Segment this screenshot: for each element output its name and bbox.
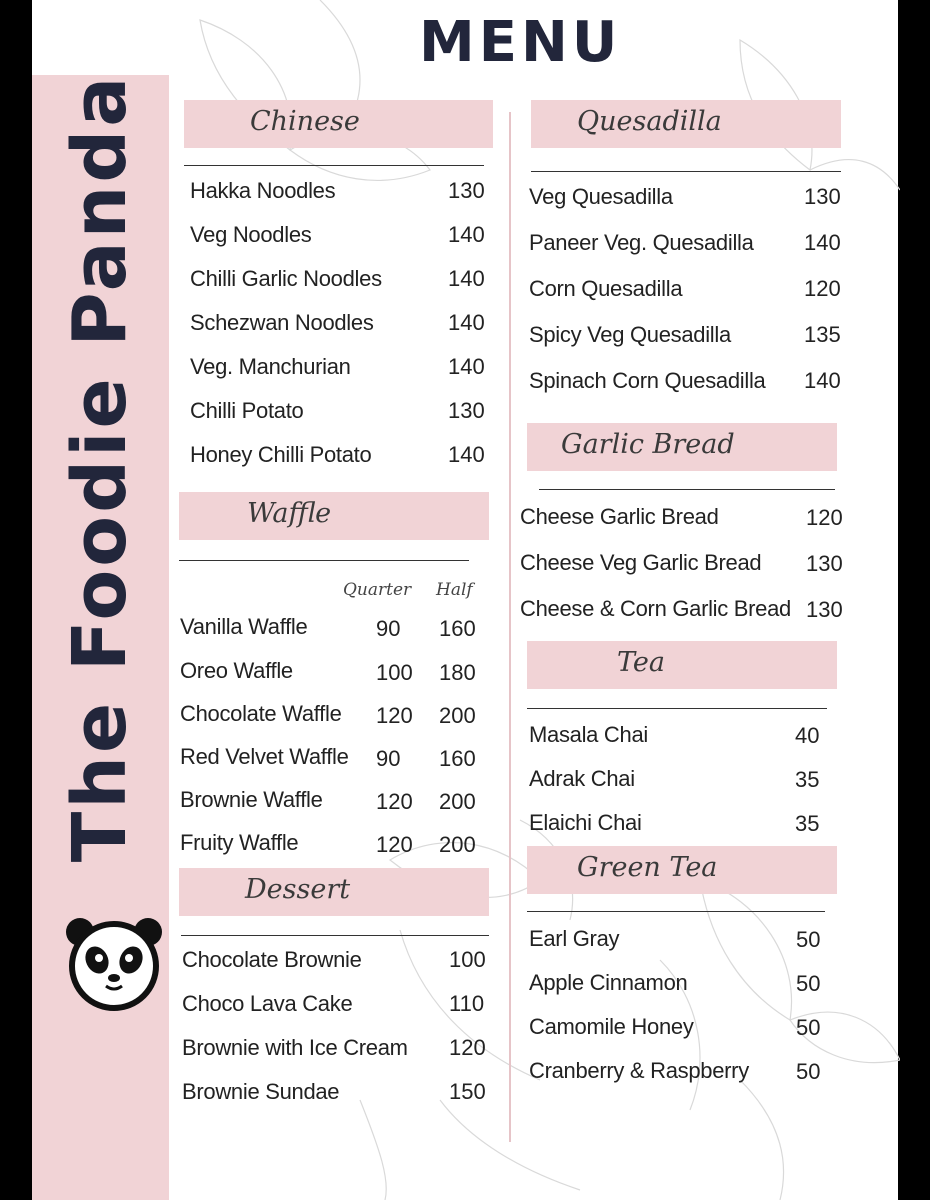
column-label-half: Half (436, 580, 473, 600)
menu-item-price: 150 (449, 1079, 486, 1104)
menu-item-name: Cheese Garlic Bread (520, 504, 719, 529)
menu-item-price: 140 (804, 368, 841, 393)
column-divider (509, 112, 511, 1142)
menu-item-name: Chocolate Waffle (180, 701, 342, 726)
menu-item-name: Apple Cinnamon (529, 970, 688, 995)
menu-item-name: Chocolate Brownie (182, 947, 362, 972)
menu-item-name: Cheese & Corn Garlic Bread (520, 596, 791, 621)
divider (539, 489, 835, 490)
menu-item-price: 130 (804, 184, 841, 209)
menu-item-price-quarter: 90 (376, 616, 401, 641)
menu-item-price-quarter: 120 (376, 832, 413, 857)
menu-item-price: 140 (448, 222, 485, 247)
menu-item-price-quarter: 100 (376, 660, 413, 685)
section-header-tea: Tea (527, 641, 837, 689)
page-title: MENU (419, 10, 622, 75)
menu-item-name: Corn Quesadilla (529, 276, 683, 301)
menu-item-price-quarter: 120 (376, 703, 413, 728)
section-header-green-tea: Green Tea (527, 846, 837, 894)
menu-item-price: 120 (806, 505, 843, 530)
menu-item-price: 50 (796, 1059, 821, 1084)
menu-item-name: Vanilla Waffle (180, 614, 308, 639)
menu-item-name: Chilli Garlic Noodles (190, 266, 382, 291)
section-header-quesadilla: Quesadilla (531, 100, 841, 148)
menu-item-name: Brownie Sundae (182, 1079, 340, 1104)
divider (179, 560, 469, 561)
section-header-chinese: Chinese (184, 100, 493, 148)
menu-item-name: Schezwan Noodles (190, 310, 374, 335)
menu-item-price: 100 (449, 947, 486, 972)
menu-item-name: Adrak Chai (529, 766, 635, 791)
menu-item-price: 130 (806, 551, 843, 576)
menu-item-name: Brownie with Ice Cream (182, 1035, 408, 1060)
menu-item-name: Hakka Noodles (190, 178, 336, 203)
menu-item-price-half: 180 (439, 660, 476, 685)
column-label-quarter: Quarter (343, 580, 412, 600)
menu-item-name: Elaichi Chai (529, 810, 642, 835)
menu-item-price-half: 200 (439, 703, 476, 728)
menu-item-name: Veg. Manchurian (190, 354, 351, 379)
menu-item-price: 140 (448, 442, 485, 467)
menu-item-name: Honey Chilli Potato (190, 442, 372, 467)
menu-item-name: Cranberry & Raspberry (529, 1058, 749, 1083)
menu-item-price: 120 (449, 1035, 486, 1060)
menu-item-price: 130 (806, 597, 843, 622)
menu-item-name: Red Velvet Waffle (180, 744, 349, 769)
menu-item-name: Paneer Veg. Quesadilla (529, 230, 754, 255)
menu-item-price: 50 (796, 1015, 821, 1040)
divider (527, 911, 825, 912)
menu-item-name: Spinach Corn Quesadilla (529, 368, 766, 393)
menu-item-name: Spicy Veg Quesadilla (529, 322, 731, 347)
menu-item-name: Oreo Waffle (180, 658, 293, 683)
menu-item-price: 140 (448, 354, 485, 379)
menu-item-price: 35 (795, 767, 820, 792)
panda-icon (64, 912, 164, 1012)
divider (531, 171, 841, 172)
menu-item-price: 120 (804, 276, 841, 301)
menu-item-name: Veg Quesadilla (529, 184, 673, 209)
section-header-dessert: Dessert (179, 868, 489, 916)
menu-item-name: Veg Noodles (190, 222, 312, 247)
menu-item-price: 40 (795, 723, 820, 748)
menu-item-price: 110 (449, 991, 485, 1016)
menu-item-name: Cheese Veg Garlic Bread (520, 550, 762, 575)
menu-item-price-half: 160 (439, 746, 476, 771)
menu-item-price: 140 (448, 266, 485, 291)
menu-item-name: Fruity Waffle (180, 830, 299, 855)
menu-item-name: Brownie Waffle (180, 787, 323, 812)
divider (184, 165, 484, 166)
menu-item-price-half: 160 (439, 616, 476, 641)
menu-item-name: Masala Chai (529, 722, 648, 747)
menu-item-name: Chilli Potato (190, 398, 304, 423)
menu-item-price: 50 (796, 971, 821, 996)
menu-item-price-quarter: 90 (376, 746, 401, 771)
menu-item-price: 130 (448, 398, 485, 423)
divider (527, 708, 827, 709)
menu-item-price-half: 200 (439, 832, 476, 857)
menu-item-price: 140 (448, 310, 485, 335)
menu-item-name: Earl Gray (529, 926, 620, 951)
menu-item-name: Camomile Honey (529, 1014, 694, 1039)
menu-item-price: 50 (796, 927, 821, 952)
menu-item-name: Choco Lava Cake (182, 991, 353, 1016)
menu-item-price-quarter: 120 (376, 789, 413, 814)
divider (181, 935, 489, 936)
menu-item-price: 140 (804, 230, 841, 255)
menu-item-price: 130 (448, 178, 485, 203)
menu-item-price: 135 (804, 322, 841, 347)
section-header-waffle: Waffle (179, 492, 489, 540)
menu-item-price-half: 200 (439, 789, 476, 814)
section-header-garlic-bread: Garlic Bread (527, 423, 837, 471)
menu-item-price: 35 (795, 811, 820, 836)
